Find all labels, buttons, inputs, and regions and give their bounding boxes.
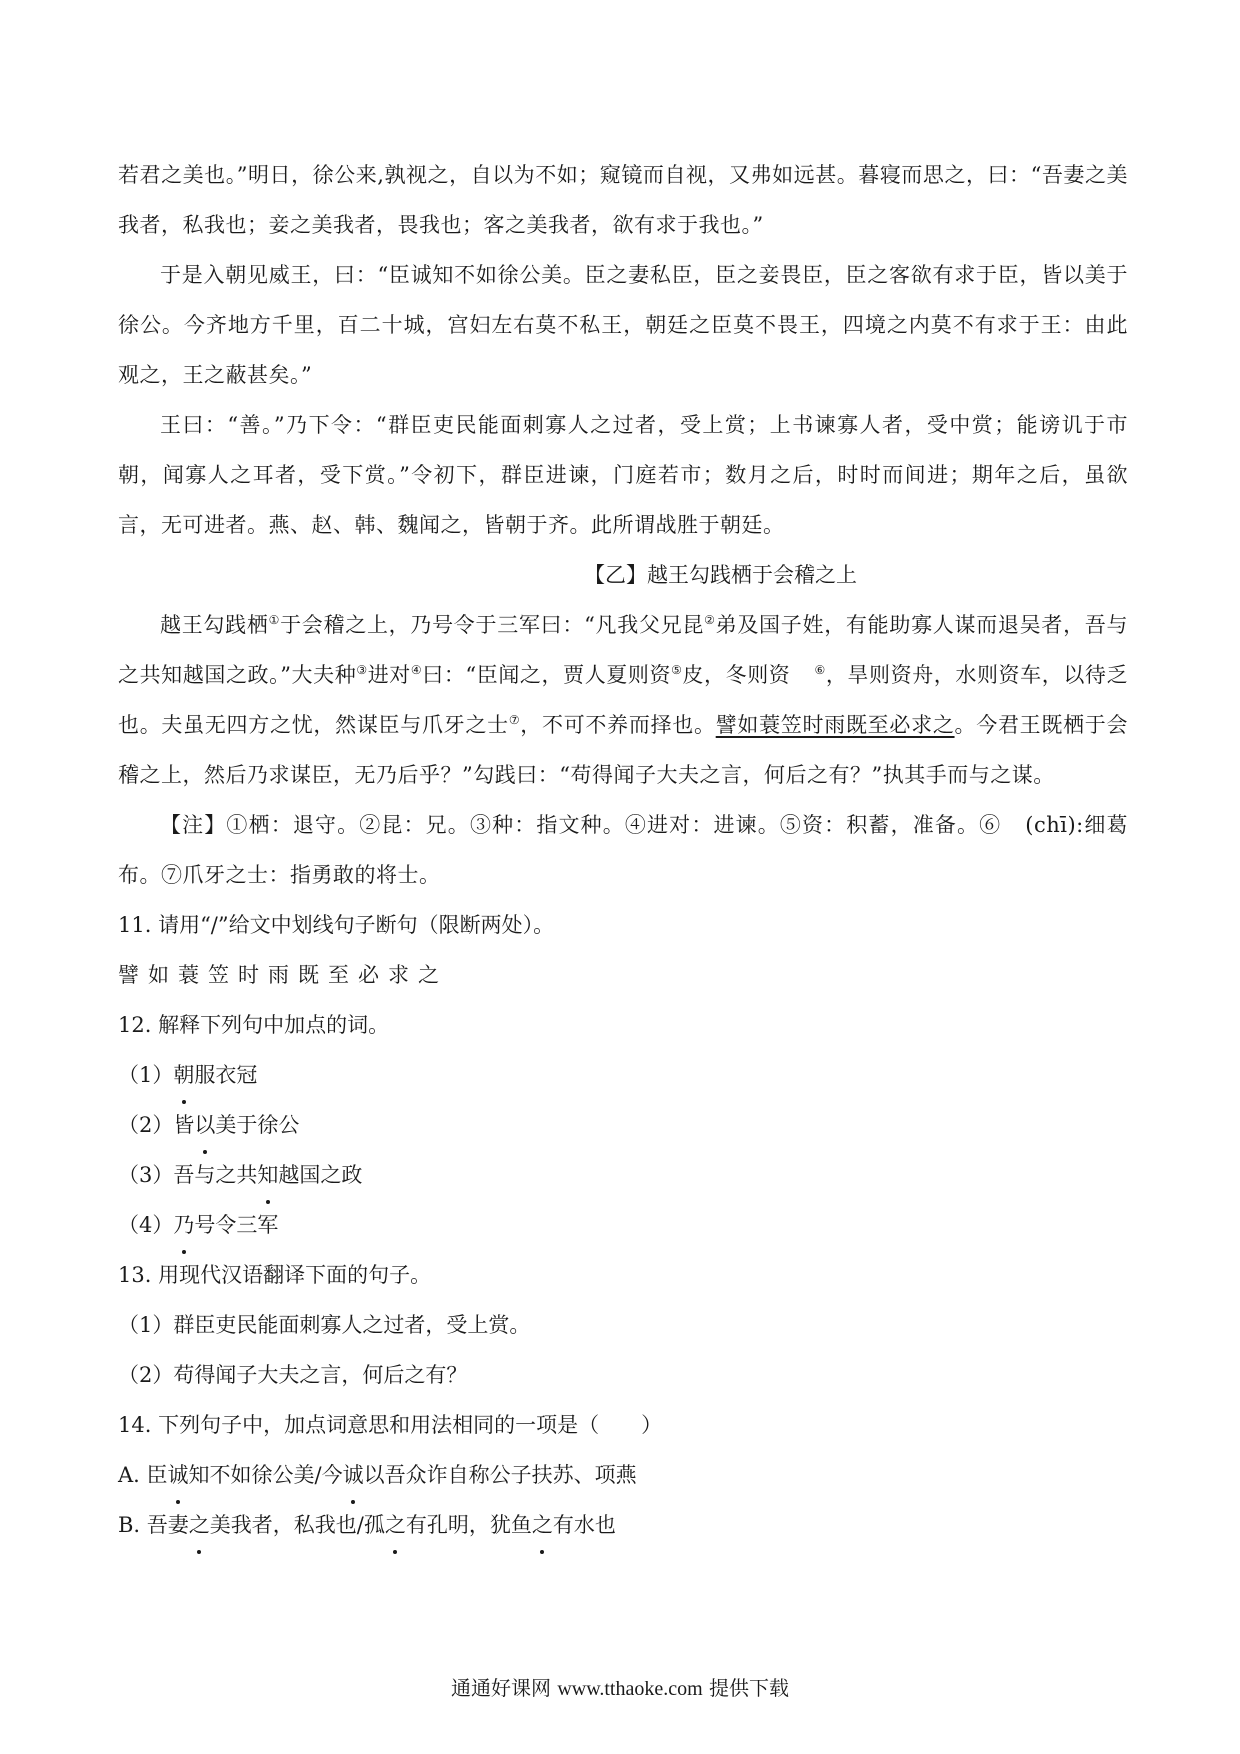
note-text: ①栖：退守。②昆：兄。③种：指文种。④进对：进谏。⑤资：积蓄，准备。⑥ (226, 813, 1002, 837)
dotted-word: 诚 (168, 1450, 189, 1500)
passage-yi-text: 进对 (367, 663, 411, 687)
question-11-sentence: 譬如蓑笠时雨既至必求之 (118, 963, 448, 987)
passage-yi-title: 【乙】越王勾践栖于会稽之上 (584, 563, 857, 587)
option-text: 有孔明，犹鱼 (405, 1513, 532, 1537)
question-12-item-3 (118, 1150, 1128, 1200)
question-14-option-a (118, 1450, 1128, 1500)
item-prefix: （1） (118, 1063, 174, 1087)
dotted-word: 诚 (343, 1450, 364, 1500)
footnote-ref-1: ① (268, 613, 281, 627)
footer-url: www.tthaoke.com (557, 1678, 703, 1700)
item-prefix: （4） (118, 1213, 174, 1237)
option-text: 美我者，私我也/孤 (209, 1513, 385, 1537)
question-14-stem: 14. 下列句子中，加点词意思和用法相同的一项是（ ） (118, 1413, 663, 1437)
dotted-word: 知 (257, 1150, 278, 1200)
question-11-stem: 11. 请用“/”给文中划线句子断句（限断两处）。 (118, 913, 555, 937)
item-text: 服衣冠 (194, 1063, 258, 1087)
question-12-item-1 (118, 1050, 1128, 1100)
passage-yi-paragraph (118, 600, 1128, 800)
footnote-ref-4: ④ (410, 663, 423, 677)
question-12-item-4 (118, 1200, 1128, 1250)
passage-yi-text: 曰：“臣闻之，贾人夏则资 (422, 663, 672, 687)
question-13-stem: 13. 用现代汉语翻译下面的句子。 (118, 1263, 432, 1287)
item-text: 号令三军 (194, 1213, 279, 1237)
footnote-ref-3: ③ (356, 663, 368, 677)
option-text: B. 吾妻 (118, 1513, 189, 1537)
page-footer (0, 1672, 1240, 1701)
footer-site-name: 通通好课网 (450, 1676, 551, 1700)
passage-jia-paragraph-1: 若君之美也。”明日，徐公来,孰视之，自以为不如；窥镜而自视，又弗如远甚。暮寝而思之，曰：“吾妻之美我者，私我也；妾之美我者，畏我也；客之美我者，欲有求于我也。” (118, 163, 1128, 237)
passage-jia-paragraph-3: 王曰：“善。”乃下令：“群臣吏民能面刺寡人之过者，受上赏；上书谏寡人者，受中赏；能谤讥于市朝，闻寡人之耳者，受下赏。”令初下，群臣进谏，门庭若市；数月之后，时时而间进；期年之后，虽欲言，无可进者。燕、赵、韩、魏闻之，皆朝于齐。此所谓战胜于朝廷。 (118, 413, 1128, 537)
passage-yi-text: 。今君王既栖于会稽之上，然后乃求谋臣，无乃后乎？”勾践曰：“苟得闻子大夫之言，何后之有？”执其手而与之谋。 (118, 713, 1129, 787)
item-text: 越国之政 (278, 1163, 363, 1187)
question-14-option-b (118, 1500, 1128, 1550)
dotted-word: 朝 (173, 1050, 194, 1100)
dotted-word: 之 (532, 1500, 553, 1550)
footnote-ref-7: ⑦ (508, 713, 521, 727)
passage-yi-text: ，不可不养而择也。 (520, 713, 716, 737)
footnote-ref-5: ⑤ (671, 663, 683, 677)
annotation-note (118, 800, 1128, 900)
option-text: 以吾众诈自称公子扶苏、项燕 (363, 1463, 637, 1487)
note-label: 【注】 (160, 813, 227, 837)
option-text: 知不如徐公美/今 (188, 1463, 343, 1487)
question-13-sentence-2: （2）苟得闻子大夫之言，何后之有？ (118, 1363, 468, 1387)
passage-yi-text: 越王勾践栖 (160, 613, 269, 637)
dotted-word: 之 (189, 1500, 210, 1550)
item-prefix: （2）皆 (118, 1113, 195, 1137)
item-text: 美于徐公 (215, 1113, 300, 1137)
footer-suffix: 提供下载 (709, 1676, 790, 1700)
note-text: (chī):细葛布。⑦爪牙之士：指勇敢的将士。 (118, 813, 1129, 887)
question-12-item-2 (118, 1100, 1128, 1150)
footnote-ref-6: ⑥ (814, 663, 826, 677)
question-13-sentence-1: （1）群臣吏民能面刺寡人之过者，受上赏。 (118, 1313, 531, 1337)
item-prefix: （3）吾与之共 (118, 1163, 258, 1187)
passage-jia-paragraph-2: 于是入朝见威王，曰：“臣诚知不如徐公美。臣之妻私臣，臣之妾畏臣，臣之客欲有求于臣，皆以美于徐公。今齐地方千里，百二十城，宫妇左右莫不私王，朝廷之臣莫不畏王，四境之内莫不有求于王：由此观之，王之蔽甚矣。” (118, 263, 1128, 387)
passage-yi-text: 于会稽之上，乃号令于三军曰：“凡我父兄昆 (280, 613, 705, 637)
dotted-word: 之 (385, 1500, 406, 1550)
content-area (118, 150, 1128, 1550)
dotted-word: 以 (194, 1100, 215, 1150)
option-text: 有水也 (552, 1513, 616, 1537)
option-text: A. 臣 (118, 1463, 168, 1487)
dotted-word: 乃 (173, 1200, 194, 1250)
footnote-ref-2: ② (704, 613, 716, 627)
question-12-stem: 12. 解释下列句中加点的词。 (118, 1013, 390, 1037)
passage-yi-text: 弟及国子姓，有能助寡人谋而退吴者，吾与之共知越国之政。”大夫种 (118, 613, 1129, 687)
passage-yi-text: 皮，冬则资 (682, 663, 791, 687)
passage-yi-text: ，旱则资舟，水则资车，以待乏也。夫虽无四方之忧，然谋臣与爪牙之士 (118, 663, 1129, 737)
underlined-sentence: 譬如蓑笠时雨既至必求之 (715, 713, 955, 737)
